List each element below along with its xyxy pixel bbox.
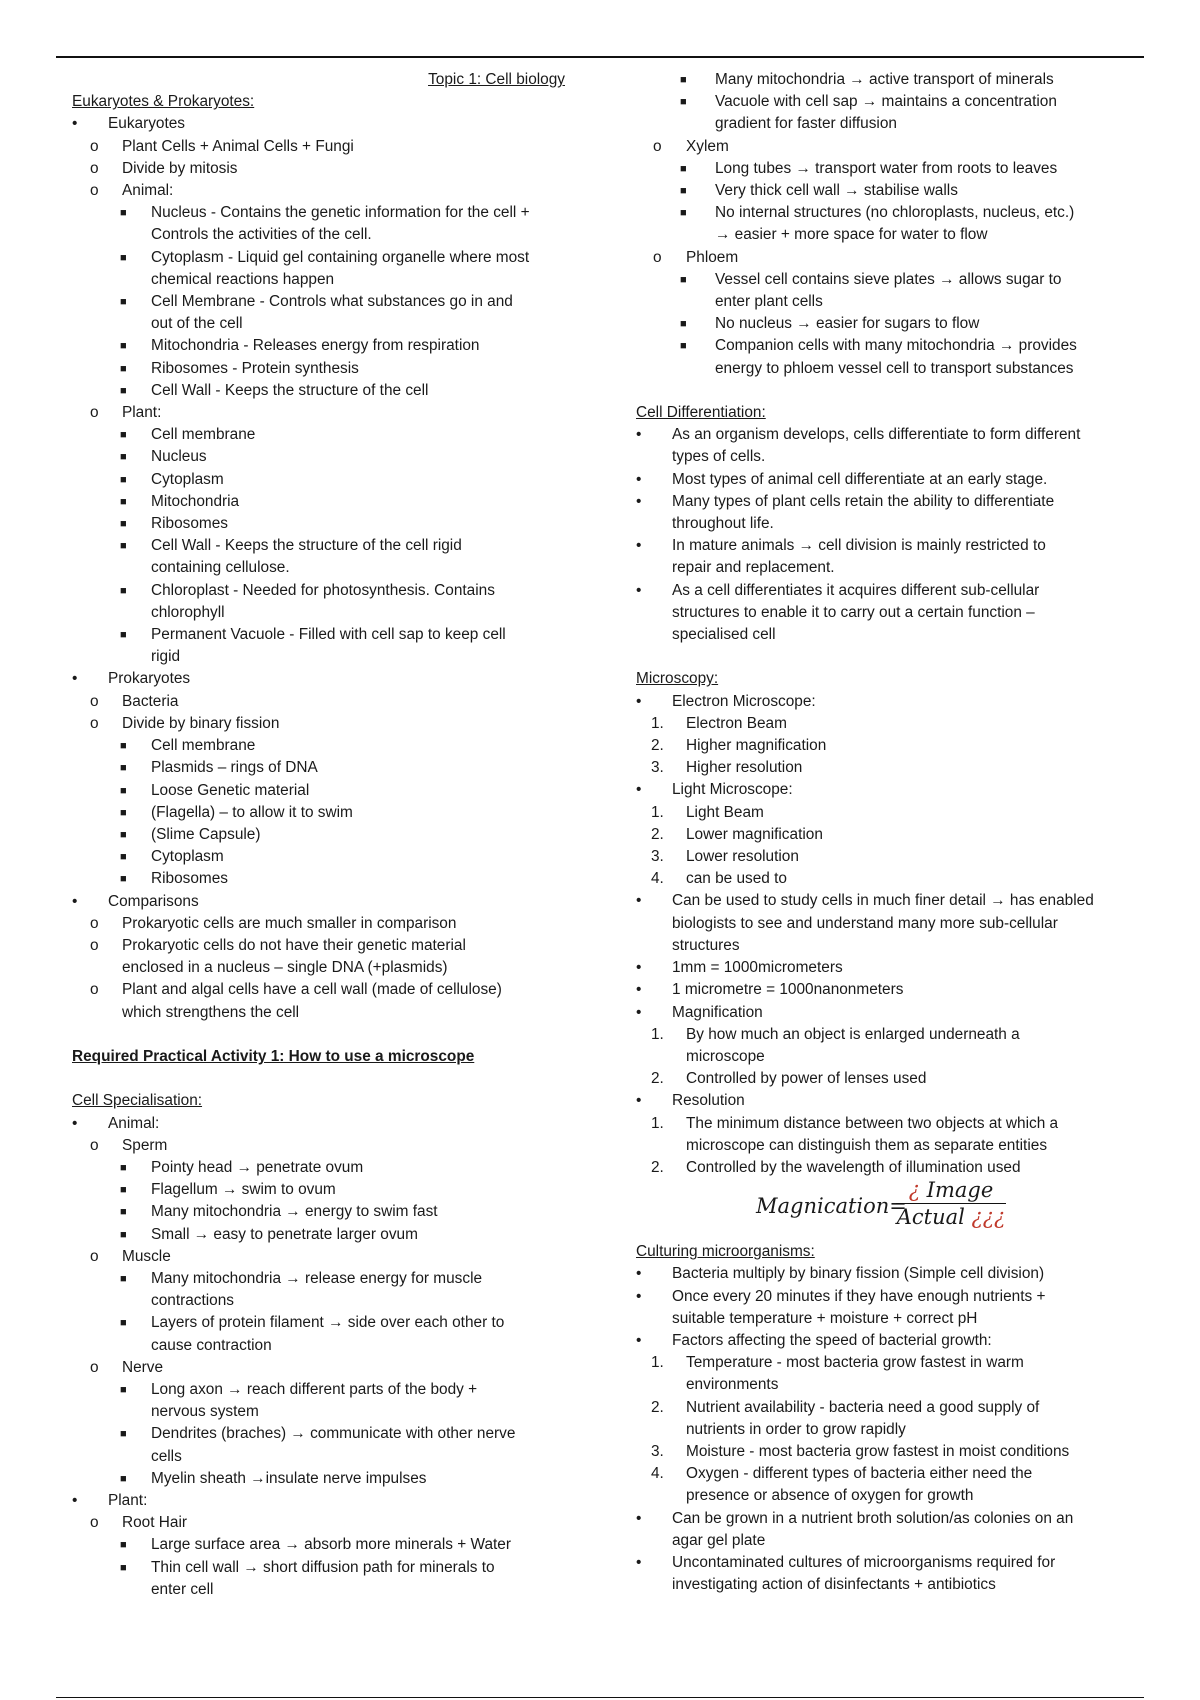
list-item: ■ Ribosomes bbox=[120, 515, 228, 533]
list-item: ■ (Slime Capsule) bbox=[120, 825, 261, 843]
list-item: ■ No internal structures (no chloroplasts, nucleus, etc.) bbox=[680, 204, 1075, 222]
bullet-eukaryotes: • Eukaryotes bbox=[72, 115, 185, 133]
list-item: • Bacteria multiply by binary fission (Simple cell division) bbox=[636, 1265, 1045, 1283]
list-item: ■ Nucleus - Contains the genetic information for the cell + bbox=[120, 204, 530, 222]
spacer bbox=[636, 380, 1131, 402]
list-item: ■ Permanent Vacuole - Filled with cell sap to keep cell bbox=[120, 626, 506, 644]
list-item: ■ Large surface area → absorb more minerals + Water bbox=[120, 1536, 511, 1554]
numbered-item: 1. Light Beam bbox=[651, 803, 764, 821]
list-item: • Uncontaminated cultures of microorganisms required for bbox=[636, 1553, 1056, 1571]
list-item: • Can be grown in a nutrient broth solution/as colonies on an bbox=[636, 1509, 1074, 1527]
list-item: ■ Companion cells with many mitochondria → provides bbox=[680, 337, 1077, 355]
list-item: ■ Dendrites (braches) → communicate with other nerve bbox=[120, 1425, 516, 1443]
list-item-cont: environments bbox=[686, 1376, 779, 1394]
list-item-cont: out of the cell bbox=[151, 315, 243, 333]
bullet-magnification: • Magnification bbox=[636, 1003, 763, 1021]
formula-fraction bbox=[896, 1179, 1006, 1228]
list-item: ■ Cell Wall - Keeps the structure of the cell bbox=[120, 381, 429, 399]
bullet-plant: • Plant: bbox=[72, 1491, 148, 1509]
list-item-cont: enter plant cells bbox=[715, 293, 823, 311]
formula-denominator: Actual ¿¿¿ bbox=[896, 1205, 1006, 1230]
list-item: o Prokaryotic cells do not have their genetic material bbox=[90, 936, 466, 954]
list-item: ■ Cytoplasm bbox=[120, 470, 224, 488]
list-item: ■ Many mitochondria → energy to swim fast bbox=[120, 1203, 438, 1221]
list-item: • 1mm = 1000micrometers bbox=[636, 959, 843, 977]
sub-heading-muscle: o Muscle bbox=[90, 1247, 171, 1265]
sub-heading-xylem: o Xylem bbox=[653, 137, 729, 155]
list-item-cont: structures to enable it to carry out a certain function – bbox=[672, 603, 1035, 621]
bullet-comparisons: • Comparisons bbox=[72, 892, 199, 910]
bullet-animal: • Animal: bbox=[72, 1114, 160, 1132]
list-item-cont: microscope bbox=[686, 1047, 765, 1065]
list-item: o Divide by binary fission bbox=[90, 714, 280, 732]
bullet-resolution: • Resolution bbox=[636, 1092, 745, 1110]
list-item: ■ Many mitochondria → release energy for muscle bbox=[120, 1269, 483, 1287]
formula-lhs: Magnication= bbox=[756, 1194, 907, 1219]
list-item: ■ Vacuole with cell sap → maintains a concentration bbox=[680, 93, 1057, 111]
magnification-formula bbox=[636, 1179, 1131, 1241]
right-column bbox=[636, 69, 1131, 1596]
numbered-item: 2. Controlled by the wavelength of illumination used bbox=[651, 1158, 1021, 1176]
left-column bbox=[72, 69, 577, 1601]
bottom-rule bbox=[56, 1697, 1144, 1698]
numbered-item: 3. Lower resolution bbox=[651, 848, 799, 866]
list-item: ■ Ribosomes bbox=[120, 870, 228, 888]
list-item: ■ Cell membrane bbox=[120, 426, 256, 444]
list-item-cont: containing cellulose. bbox=[151, 559, 290, 577]
list-item: o Plant Cells + Animal Cells + Fungi bbox=[90, 137, 354, 155]
list-item-cont: cells bbox=[151, 1447, 182, 1465]
list-item: ■ Plasmids – rings of DNA bbox=[120, 759, 318, 777]
numbered-item: 1. The minimum distance between two objects at which a bbox=[651, 1114, 1059, 1132]
list-item: ■ Pointy head → penetrate ovum bbox=[120, 1158, 364, 1176]
sub-heading-animal: o Animal: bbox=[90, 182, 174, 200]
list-item: ■ Chloroplast - Needed for photosynthesis. Contains bbox=[120, 581, 495, 599]
sub-heading-nerve: o Nerve bbox=[90, 1358, 164, 1376]
numbered-item: 2. Nutrient availability - bacteria need a good supply of bbox=[651, 1398, 1040, 1416]
list-item: o Bacteria bbox=[90, 692, 179, 710]
spacer bbox=[72, 1068, 577, 1090]
list-item-cont: rigid bbox=[151, 648, 181, 666]
list-item: ■ Many mitochondria → active transport of minerals bbox=[680, 71, 1054, 88]
bullet-electron-microscope: • Electron Microscope: bbox=[636, 692, 816, 710]
list-item: ■ Cell Membrane - Controls what substances go in and bbox=[120, 293, 513, 311]
numbered-item: 3. Moisture - most bacteria grow fastest in moist conditions bbox=[651, 1442, 1070, 1460]
list-item: • Can be used to study cells in much finer detail → has enabled bbox=[636, 892, 1094, 910]
list-item-cont: agar gel plate bbox=[672, 1531, 766, 1549]
heading-cell-differentiation: Cell Differentiation: bbox=[636, 404, 766, 422]
spacer bbox=[72, 1024, 577, 1046]
list-item: • Most types of animal cell differentiate at an early stage. bbox=[636, 470, 1048, 488]
list-item: ■ Long axon → reach different parts of the body + bbox=[120, 1380, 478, 1398]
list-item-cont: repair and replacement. bbox=[672, 559, 835, 577]
list-item: • Factors affecting the speed of bacterial growth: bbox=[636, 1331, 992, 1349]
list-item: o Divide by mitosis bbox=[90, 159, 238, 177]
list-item: ■ Loose Genetic material bbox=[120, 781, 310, 799]
page-title: Topic 1: Cell biology bbox=[428, 71, 565, 88]
list-item: ■ Vessel cell contains sieve plates → allows sugar to bbox=[680, 270, 1062, 288]
list-item: ■ Nucleus bbox=[120, 448, 207, 466]
list-item-cont: enclosed in a nucleus – single DNA (+plasmids) bbox=[122, 959, 448, 977]
list-item: • As an organism develops, cells differentiate to form different bbox=[636, 426, 1081, 444]
list-item: ■ Thin cell wall → short diffusion path for minerals to bbox=[120, 1558, 495, 1576]
heading-eukaryotes-prokaryotes: Eukaryotes & Prokaryotes: bbox=[72, 93, 255, 111]
list-item-cont: which strengthens the cell bbox=[122, 1003, 300, 1021]
list-item: • As a cell differentiates it acquires different sub-cellular bbox=[636, 581, 1040, 599]
list-item-cont: enter cell bbox=[151, 1580, 214, 1598]
list-item: • Once every 20 minutes if they have enough nutrients + bbox=[636, 1287, 1046, 1305]
list-item: ■ No nucleus → easier for sugars to flow bbox=[680, 315, 980, 333]
numbered-item: 2. Controlled by power of lenses used bbox=[651, 1070, 927, 1088]
list-item-cont: energy to phloem vessel cell to transport substances bbox=[715, 359, 1074, 377]
bullet-prokaryotes: • Prokaryotes bbox=[72, 670, 191, 688]
list-item-cont: presence or absence of oxygen for growth bbox=[686, 1487, 974, 1505]
top-rule bbox=[56, 56, 1144, 58]
list-item: o Prokaryotic cells are much smaller in comparison bbox=[90, 914, 457, 932]
heading-required-practical: Required Practical Activity 1: How to use a microscope bbox=[72, 1047, 475, 1065]
numbered-item: 2. Lower magnification bbox=[651, 825, 823, 843]
numbered-item: 4. Oxygen - different types of bacteria either need the bbox=[651, 1465, 1033, 1483]
list-item-cont: suitable temperature + moisture + correct pH bbox=[672, 1309, 978, 1327]
list-item: ■ Flagellum → swim to ovum bbox=[120, 1181, 336, 1199]
list-item: ■ Cytoplasm - Liquid gel containing organelle where most bbox=[120, 248, 530, 266]
list-item-cont: nervous system bbox=[151, 1403, 259, 1421]
list-item: • Many types of plant cells retain the ability to differentiate bbox=[636, 492, 1055, 510]
list-item: ■ Myelin sheath →insulate nerve impulses bbox=[120, 1469, 427, 1487]
list-item: ■ Cell Wall - Keeps the structure of the cell rigid bbox=[120, 537, 462, 555]
list-item-cont: → easier + more space for water to flow bbox=[715, 226, 988, 244]
list-item-cont: types of cells. bbox=[672, 448, 766, 466]
list-item-cont: investigating action of disinfectants + antibiotics bbox=[672, 1576, 996, 1594]
numbered-item: 3. Higher resolution bbox=[651, 759, 803, 777]
list-item-cont: microscope can distinguish them as separate entities bbox=[686, 1136, 1048, 1154]
numbered-item: 1. Electron Beam bbox=[651, 714, 787, 732]
list-item-cont: nutrients in order to grow rapidly bbox=[686, 1420, 906, 1438]
numbered-item: 1. Temperature - most bacteria grow fastest in warm bbox=[651, 1354, 1024, 1372]
list-item: o Plant and algal cells have a cell wall (made of cellulose) bbox=[90, 981, 502, 999]
list-item: ■ (Flagella) – to allow it to swim bbox=[120, 803, 353, 821]
heading-cell-specialisation: Cell Specialisation: bbox=[72, 1092, 203, 1110]
list-item: ■ Very thick cell wall → stabilise walls bbox=[680, 182, 958, 200]
list-item-cont: chemical reactions happen bbox=[151, 270, 335, 288]
list-item-cont: cause contraction bbox=[151, 1336, 272, 1354]
list-item-cont: gradient for faster diffusion bbox=[715, 115, 897, 133]
formula-numerator: ¿ Image bbox=[896, 1179, 1006, 1204]
heading-culturing-microorganisms: Culturing microorganisms: bbox=[636, 1243, 815, 1261]
sub-heading-root-hair: o Root Hair bbox=[90, 1514, 188, 1532]
bullet-light-microscope: • Light Microscope: bbox=[636, 781, 793, 799]
numbered-item: 4. can be used to bbox=[651, 870, 787, 888]
list-item-cont: chlorophyll bbox=[151, 603, 225, 621]
list-item: ■ Small → easy to penetrate larger ovum bbox=[120, 1225, 418, 1243]
heading-microscopy: Microscopy: bbox=[636, 670, 719, 688]
list-item: ■ Long tubes → transport water from roots to leaves bbox=[680, 159, 1058, 177]
list-item: ■ Cytoplasm bbox=[120, 848, 224, 866]
numbered-item: 1. By how much an object is enlarged underneath a bbox=[651, 1025, 1020, 1043]
list-item: ■ Mitochondria bbox=[120, 492, 240, 510]
list-item: ■ Ribosomes - Protein synthesis bbox=[120, 359, 359, 377]
numbered-item: 2. Higher magnification bbox=[651, 737, 827, 755]
list-item: • In mature animals → cell division is mainly restricted to bbox=[636, 537, 1046, 555]
list-item-cont: specialised cell bbox=[672, 626, 776, 644]
list-item-cont: structures bbox=[672, 936, 740, 954]
spacer bbox=[636, 646, 1131, 668]
sub-heading-phloem: o Phloem bbox=[653, 248, 739, 266]
list-item: ■ Cell membrane bbox=[120, 737, 256, 755]
list-item: ■ Layers of protein filament → side over each other to bbox=[120, 1314, 505, 1332]
list-item-cont: contractions bbox=[151, 1292, 234, 1310]
sub-heading-sperm: o Sperm bbox=[90, 1136, 168, 1154]
sub-heading-plant: o Plant: bbox=[90, 404, 162, 422]
list-item-cont: throughout life. bbox=[672, 515, 774, 533]
list-item: ■ Mitochondria - Releases energy from respiration bbox=[120, 337, 480, 355]
list-item: • 1 micrometre = 1000nanonmeters bbox=[636, 981, 904, 999]
list-item-cont: biologists to see and understand many more sub-cellular bbox=[672, 914, 1058, 932]
list-item-cont: Controls the activities of the cell. bbox=[151, 226, 372, 244]
